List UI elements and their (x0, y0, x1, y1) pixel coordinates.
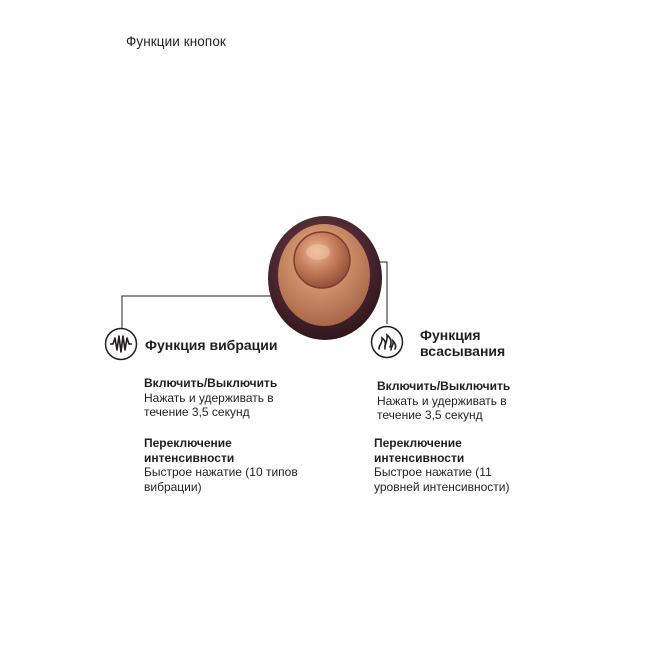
vibration-title: Функция вибрации (145, 337, 278, 353)
suction-button (294, 232, 350, 288)
vibration-wave-icon (104, 327, 138, 361)
page-title: Функции кнопок (126, 34, 226, 49)
suction-intensity-desc: Быстрое нажатие (11 уровней интенсивности) (374, 465, 510, 494)
vibration-intensity-desc: Быстрое нажатие (10 типов вибрации) (144, 465, 298, 494)
suction-on-off-block (377, 379, 542, 423)
vibration-on-off-heading: Включить/Выключить (144, 376, 278, 390)
vibration-on-off-block (144, 376, 309, 420)
suction-on-off-heading: Включить/Выключить (377, 379, 511, 393)
vibration-intensity-heading: Переключение интенсивности (144, 436, 235, 465)
vibration-intensity-block (144, 436, 304, 494)
suction-on-off-desc: Нажать и удерживать в течение 3,5 секунд (377, 393, 507, 422)
suction-title (420, 327, 505, 359)
suction-title-line2: всасывания (420, 343, 506, 359)
suction-title-line1: Функция (420, 327, 481, 343)
suction-flame-icon (370, 325, 404, 359)
suction-intensity-heading: Переключение интенсивности (374, 436, 465, 465)
suction-intensity-block (374, 436, 524, 494)
vibration-on-off-desc: Нажать и удерживать в течение 3,5 секунд (144, 390, 274, 419)
